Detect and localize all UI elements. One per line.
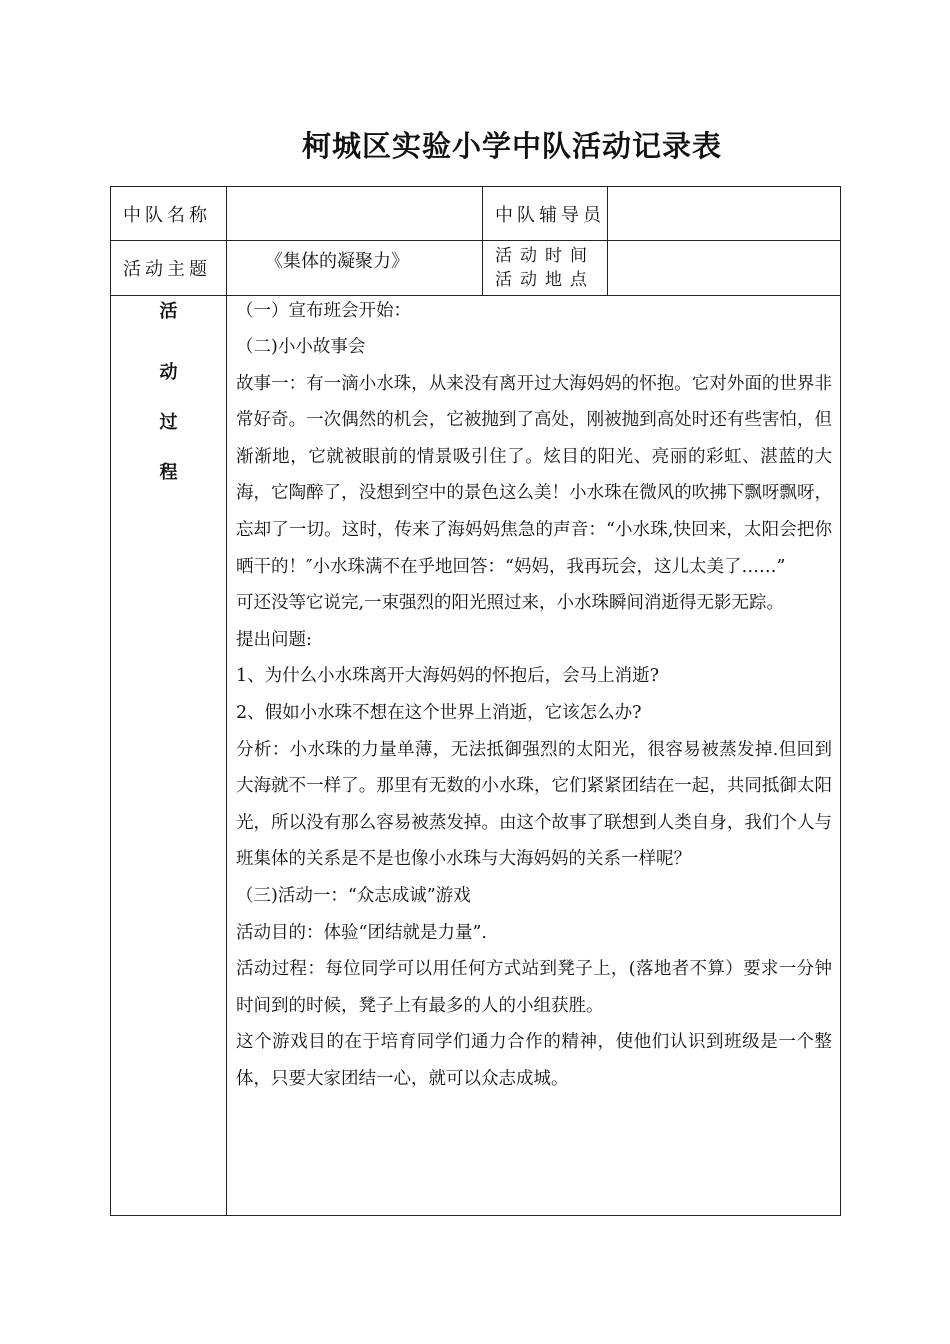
process-row [111,296,841,1216]
process-label-char: 程 [159,462,178,483]
place-label: 活动地点 [495,270,595,290]
process-paragraph: 分析：小水珠的力量单薄，无法抵御强烈的太阳光，很容易被蒸发掉.但回到大海就不一样了。那里有无数的小水珠，它们紧紧团结在一起，共同抵御太阳光，所以没有那么容易被蒸发掉。由这个故事了联想到人类自身，我们个人与班集体的关系是不是也像小水珠与大海妈妈的关系一样呢？ [236,739,832,870]
time-label: 活动时间 [495,246,595,266]
process-content [227,296,841,1216]
process-label-char: 动 [159,362,178,383]
process-paragraph: 活动目的：体验“团结就是力量”. [236,922,487,943]
squad-name-label: 中队名称 [111,187,227,241]
process-paragraph: 故事一：有一滴小水珠，从来没有离开过大海妈妈的怀抱。它对外面的世界非常好奇。一次偶然的机会，它被抛到了高处，刚被抛到高处时还有些害怕，但渐渐地，它就被眼前的情景吸引住了。炫目的阳光、亮丽的彩虹、湛蓝的大海，它陶醉了，没想到空中的景色这么美！小水珠在微风的吹拂下飘呀飘呀，忘却了一切。这时，传来了海妈妈焦急的声音：“小水珠,快回来，太阳会把你晒干的！″小水珠满不在乎地回答：“妈妈，我再玩会，这儿太美了……” [236,373,832,577]
process-paragraph: 活动过程：每位同学可以用任何方式站到凳子上，(落地者不算）要求一分钟时间到的时候，凳子上有最多的人的小组获胜。 [236,959,832,1016]
process-label [111,296,227,1216]
theme-value: 《集体的凝聚力》 [227,241,483,296]
process-paragraph: 2、假如小水珠不想在这个世界上消逝，它该怎么办? [236,702,642,723]
process-paragraph: 1、为什么小水珠离开大海妈妈的怀抱后，会马上消逝? [236,666,660,687]
process-paragraph: （一）宣布班会开始： [236,301,411,321]
theme-row [111,241,841,296]
page-title: 柯城区实验小学中队活动记录表 [301,129,722,163]
theme-label: 活动主题 [111,241,227,296]
squad-row [111,187,841,241]
advisor-label: 中队辅导员 [483,187,608,241]
time-place-field[interactable] [608,241,841,296]
process-paragraph: （三)活动一：“众志成诚”游戏 [236,885,471,906]
advisor-field[interactable] [608,187,841,241]
process-paragraph: 提出问题: [236,629,312,650]
squad-name-field[interactable] [227,187,483,241]
process-paragraph: 可还没等它说完,一束强烈的阳光照过来，小水珠瞬间消逝得无影无踪。 [236,593,785,614]
process-paragraph: 这个游戏目的在于培育同学们通力合作的精神，使他们认识到班级是一个整体，只要大家团结一心，就可以众志成城。 [236,1032,832,1089]
process-label-char: 过 [159,412,178,433]
process-paragraph: （二)小小故事会 [236,337,366,357]
activity-record-table [110,186,841,1216]
time-place-labels [483,241,608,296]
process-label-char: 活 [159,301,178,322]
